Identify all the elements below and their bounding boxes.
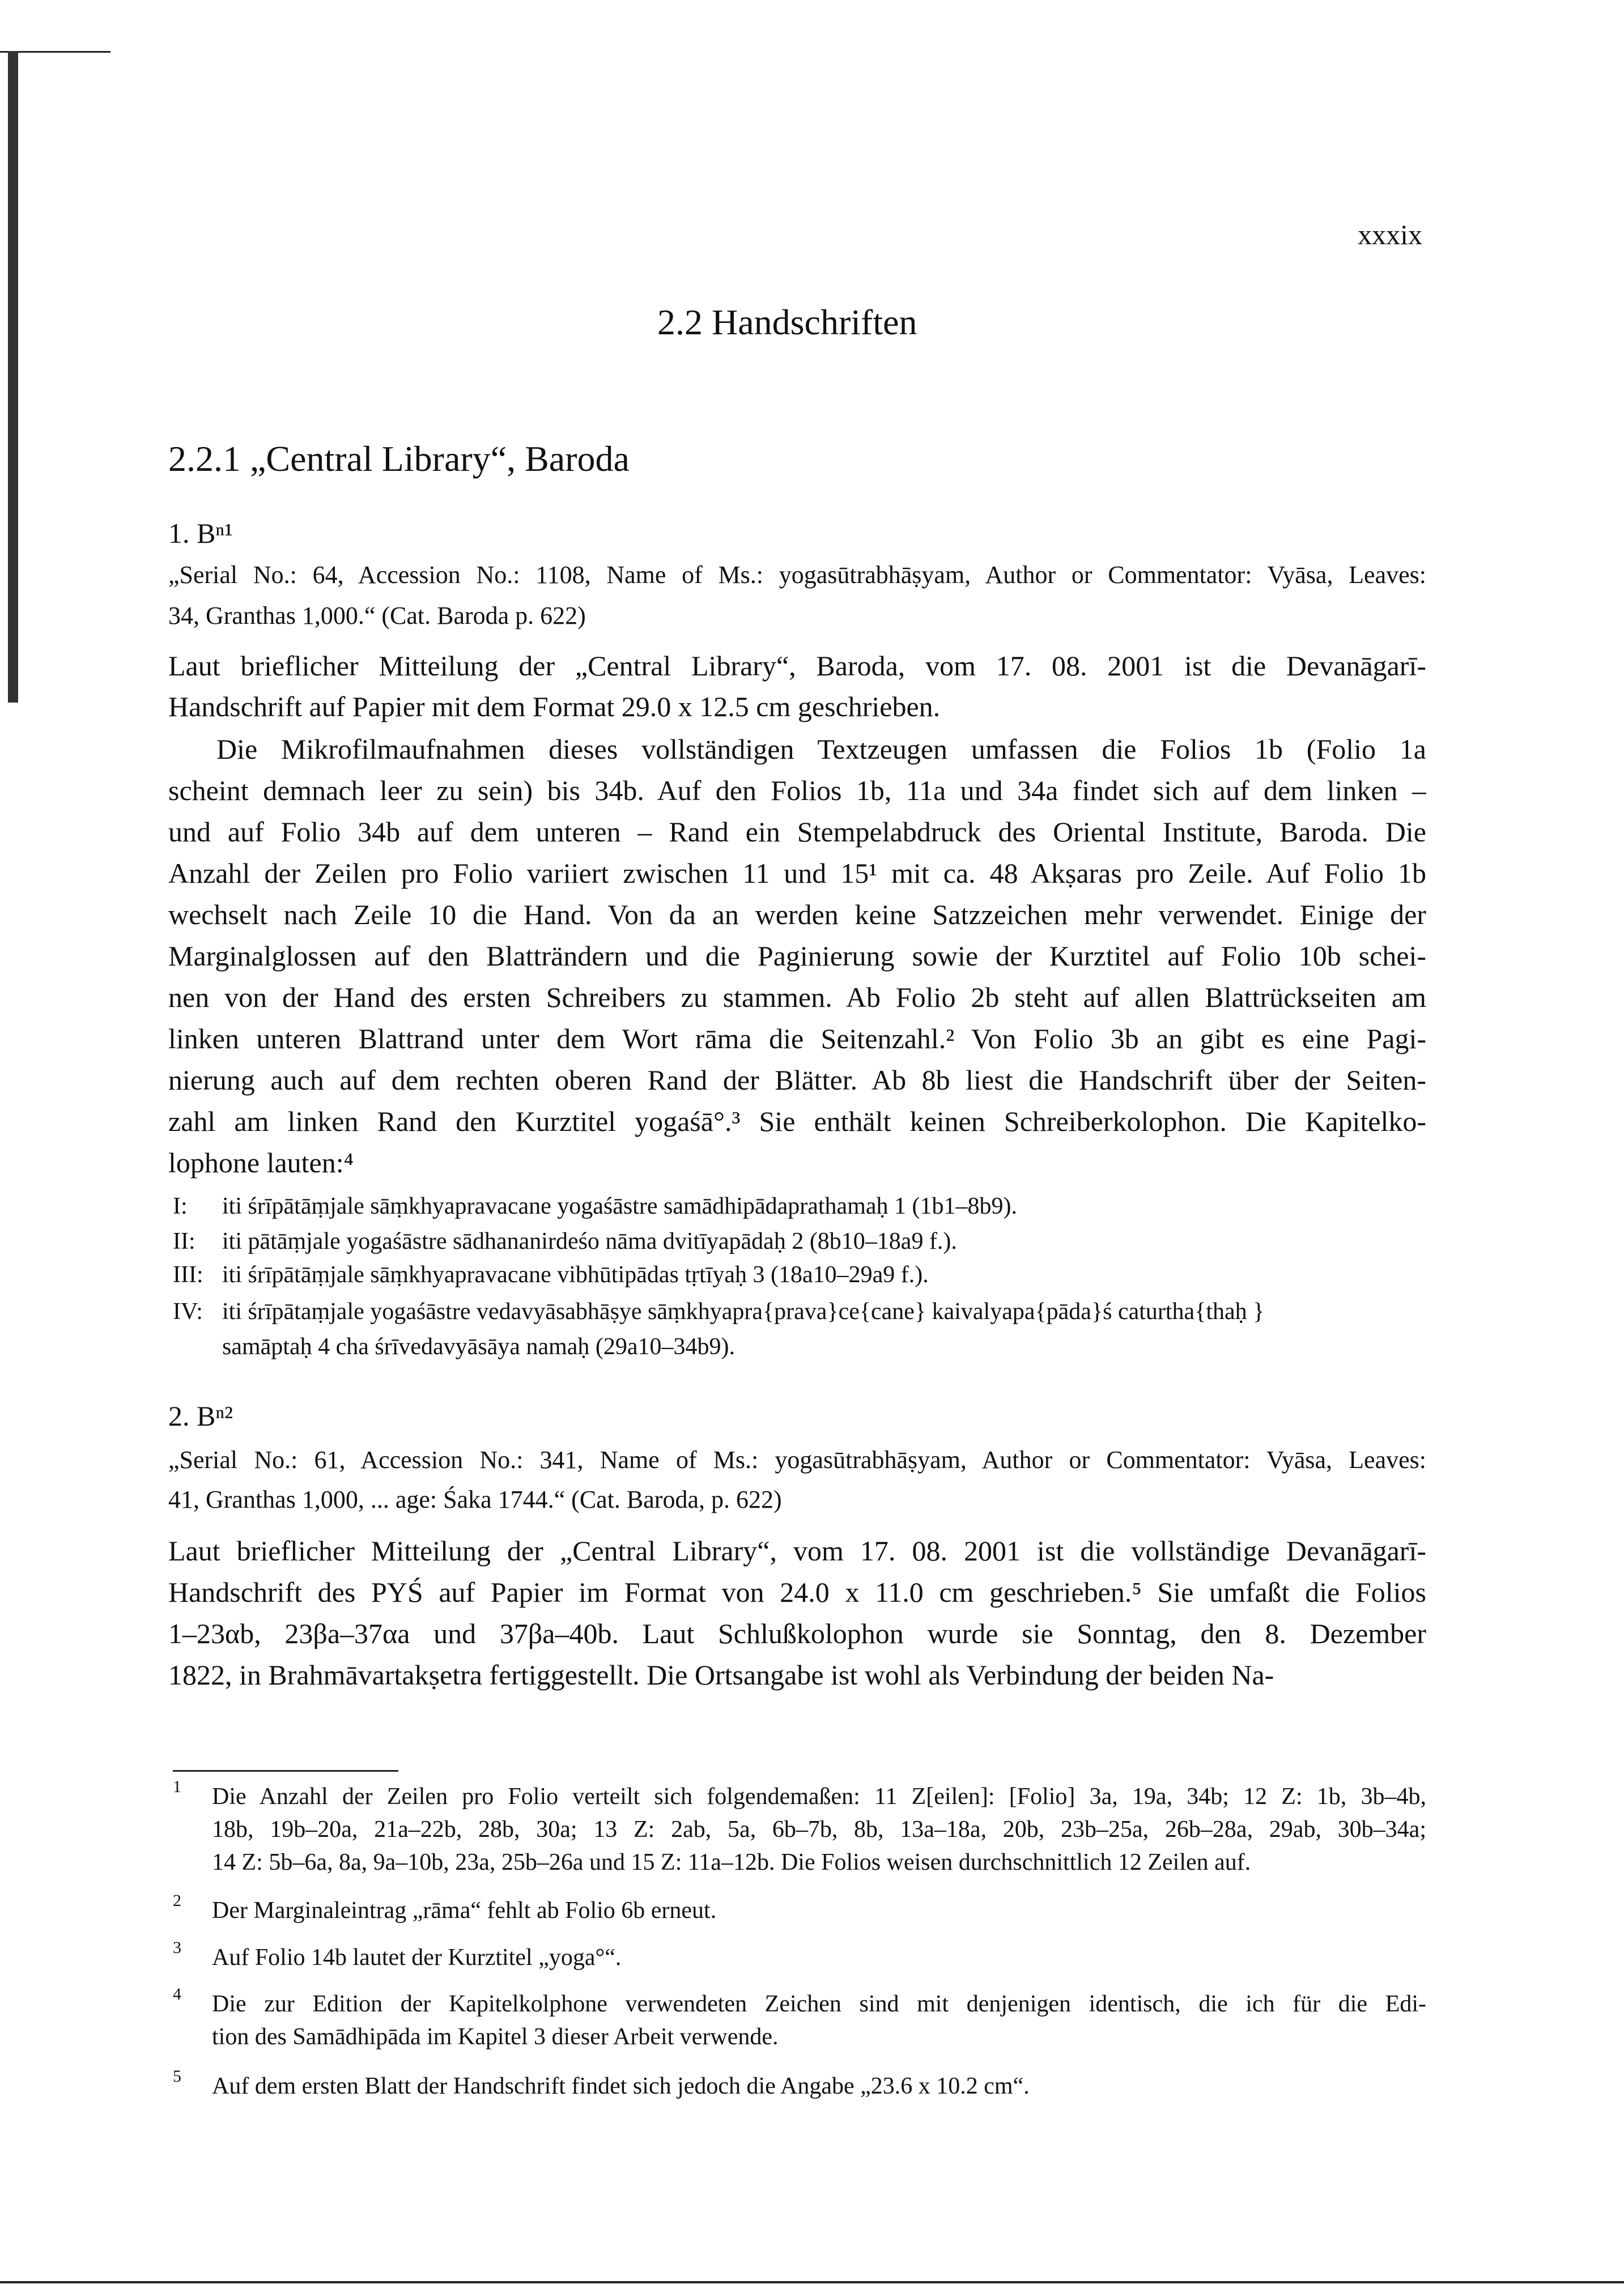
footnote-number: 2 (173, 1891, 181, 1910)
manuscript-1-label: 1. Bⁿ¹ (168, 517, 233, 549)
body-text-line: Handschrift des PYŚ auf Papier im Format von 24.0 x 11.0 cm geschrieben.⁵ Sie umfaßt die Folios (168, 1576, 1426, 1608)
subsection-title: 2.2.1 „Central Library“, Baroda (168, 439, 630, 479)
section-title: 2.2 Handschriften (657, 302, 917, 342)
body-text-line: Die Mikrofilmaufnahmen dieses vollständigen Textzeugen umfassen die Folios 1b (Folio 1a (216, 733, 1426, 765)
footnote-text: Die Anzahl der Zeilen pro Folio verteilt sich folgendemaßen: 11 Z[eilen]: [Folio] 3a, 19a, 34b; 12 Z: 1b, 3b–4b, (212, 1784, 1426, 1810)
catalogue-entry-line: „Serial No.: 64, Accession No.: 1108, Name of Ms.: yogasūtrabhāṣyam, Author or Commentator: Vyāsa, Leaves: (168, 561, 1426, 589)
footnote-number: 3 (173, 1938, 181, 1957)
colophon-label: III: (173, 1262, 203, 1288)
colophon-text: iti pātāṃjale yogaśāstre sādhananirdeśo nāma dvitīyapādaḥ 2 (8b10–18a9 f.). (222, 1228, 957, 1254)
body-text-line: linken unteren Blattrand unter dem Wort rāma die Seitenzahl.² Von Folio 3b an gibt es eine Pagi- (168, 1022, 1426, 1054)
footnote-text: 18b, 19b–20a, 21a–22b, 28b, 30a; 13 Z: 2ab, 5a, 6b–7b, 8b, 13a–18a, 20b, 23b–25a, 26b–28a, 29ab, 30b–34a; (212, 1816, 1426, 1843)
colophon-text: iti śrīpātāṃjale sāṃkhyapravacane vibhūtipādas tṛtīyaḥ 3 (18a10–29a9 f.). (222, 1262, 929, 1288)
catalogue-entry-line: 41, Granthas 1,000, ... age: Śaka 1744.“ (Cat. Baroda, p. 622) (168, 1486, 782, 1513)
manuscript-2-label: 2. Bⁿ² (168, 1400, 233, 1432)
colophon-text: iti śrīpātaṃjale yogaśāstre vedavyāsabhāṣye sāṃkhyapra{prava}ce{cane} kaivalyapa{pāda}ś caturtha{thaḥ } (222, 1299, 1265, 1325)
colophon-label: IV: (173, 1299, 203, 1325)
page-number: xxxix (1358, 219, 1422, 250)
body-text-line: Marginalglossen auf den Blatträndern und die Paginierung sowie der Kurztitel auf Folio 10b schei- (168, 939, 1426, 972)
footnote-number: 1 (173, 1777, 181, 1796)
body-text-line: und auf Folio 34b auf dem unteren – Rand ein Stempelabdruck des Oriental Institute, Baroda. Die (168, 815, 1426, 848)
body-text-line: Laut brieflicher Mitteilung der „Central Library“, Baroda, vom 17. 08. 2001 ist die Devanāgarī- (168, 650, 1426, 682)
body-text-line: Anzahl der Zeilen pro Folio variiert zwischen 11 und 15¹ mit ca. 48 Akṣaras pro Zeile. Auf Folio 1b (168, 857, 1426, 889)
footnote-text: 14 Z: 5b–6a, 8a, 9a–10b, 23a, 25b–26a und 15 Z: 11a–12b. Die Folios weisen durchschnittlich 12 Zeilen auf. (212, 1849, 1251, 1875)
body-text-line: scheint demnach leer zu sein) bis 34b. Auf den Folios 1b, 11a und 34a findet sich auf dem linken – (168, 774, 1426, 806)
footnote-text: tion des Samādhipāda im Kapitel 3 dieser Arbeit verwende. (212, 2024, 779, 2050)
catalogue-entry-line: „Serial No.: 61, Accession No.: 341, Name of Ms.: yogasūtrabhāṣyam, Author or Commentator: Vyāsa, Leaves: (168, 1446, 1426, 1474)
footnote-number: 4 (173, 1985, 181, 2003)
colophon-text: iti śrīpātāṃjale sāṃkhyapravacane yogaśāstre samādhipādaprathamaḥ 1 (1b1–8b9). (222, 1193, 1017, 1219)
colophon-label: I: (173, 1193, 188, 1219)
body-text-line: 1822, in Brahmāvartakṣetra fertiggestellt. Die Ortsangabe ist wohl als Verbindung der beiden Na- (168, 1658, 1274, 1691)
footnote-text: Der Marginaleintrag „rāma“ fehlt ab Folio 6b erneut. (212, 1898, 717, 1924)
colophon-label: II: (173, 1228, 195, 1254)
footnote-separator (173, 1770, 398, 1772)
body-text-line: wechselt nach Zeile 10 die Hand. Von da an werden keine Satzzeichen mehr verwendet. Einige der (168, 898, 1426, 930)
body-text-line: zahl am linken Rand den Kurztitel yogaśā°.³ Sie enthält keinen Schreiberkolophon. Die Kapitelko- (168, 1105, 1426, 1137)
scan-edge-bottom-line (0, 2281, 1624, 2283)
footnote-text: Auf Folio 14b lautet der Kurztitel „yoga°“. (212, 1945, 622, 1971)
catalogue-entry-line: 34, Granthas 1,000.“ (Cat. Baroda p. 622) (168, 602, 586, 629)
body-text-line: nen von der Hand des ersten Schreibers zu stammen. Ab Folio 2b steht auf allen Blattrückseiten am (168, 981, 1426, 1013)
footnote-number: 5 (173, 2067, 181, 2086)
colophon-text: samāptaḥ 4 cha śrīvedavyāsāya namaḥ (29a10–34b9). (222, 1334, 736, 1360)
footnote-text: Die zur Edition der Kapitelkolphone verwendeten Zeichen sind mit denjenigen identisch, die ich für die Edi- (212, 1991, 1426, 2017)
body-text-line: 1–23αb, 23βa–37αa und 37βa–40b. Laut Schlußkolophon wurde sie Sonntag, den 8. Dezember (168, 1617, 1426, 1649)
body-text-line: Handschrift auf Papier mit dem Format 29.0 x 12.5 cm geschrieben. (168, 691, 941, 722)
body-text-line: lophone lauten:⁴ (168, 1146, 354, 1179)
footnote-text: Auf dem ersten Blatt der Handschrift findet sich jedoch die Angabe „23.6 x 10.2 cm“. (212, 2073, 1030, 2099)
scan-edge-left-bar (8, 51, 18, 703)
body-text-line: nierung auch auf dem rechten oberen Rand der Blätter. Ab 8b liest die Handschrift über der Seiten- (168, 1063, 1426, 1096)
body-text-line: Laut brieflicher Mitteilung der „Central Library“, vom 17. 08. 2001 ist die vollständige Devanāgarī- (168, 1534, 1426, 1567)
